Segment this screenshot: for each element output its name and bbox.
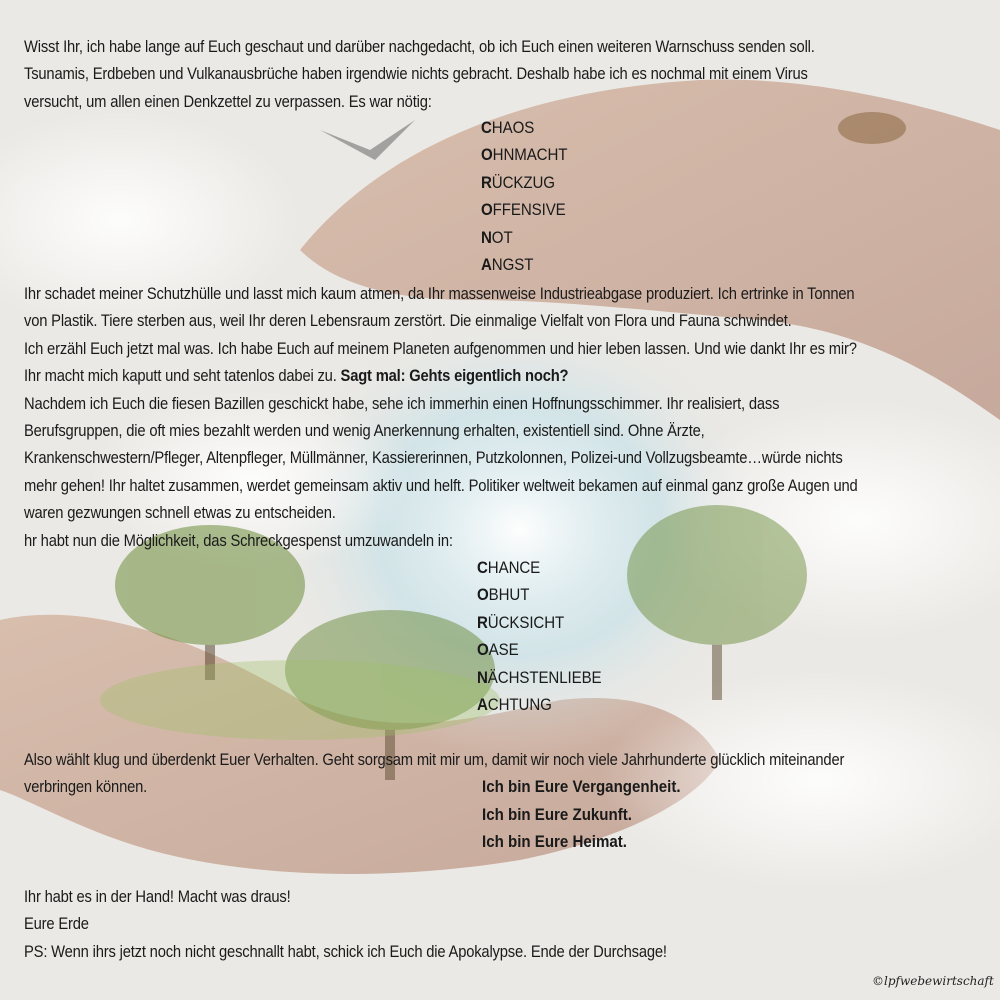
acronym-item: RÜCKZUG <box>481 173 555 192</box>
acronym-item: NÄCHSTENLIEBE <box>477 668 602 687</box>
text-line: Ihr macht mich kaputt und seht tatenlos dabei zu. Sagt mal: Gehts eigentlich noch? <box>24 367 569 386</box>
text-line: mehr gehen! Ihr haltet zusammen, werdet gemeinsam aktiv und helft. Politiker weltweit bekamen auf einmal ganz große Augen und <box>24 476 858 495</box>
emphasis-question: Sagt mal: Gehts eigentlich noch? <box>340 367 569 386</box>
text-line: Nachdem ich Euch die fiesen Bazillen geschickt habe, sehe ich immerhin einen Hoffnungsschimmer. Ihr realisiert, dass <box>24 394 780 413</box>
acronym-corona-positive <box>477 555 602 719</box>
acronym-item: OFFENSIVE <box>481 201 566 220</box>
text-line: verbringen können. <box>24 778 148 797</box>
statement-line: Ich bin Eure Zukunft. <box>482 805 632 824</box>
statement-line: Ich bin Eure Heimat. <box>482 833 627 852</box>
text-line: Krankenschwestern/Pfleger, Altenpfleger, Müllmänner, Kassiererinnen, Putzkolonnen, Polizei-und Vollzugsbeamte…würde nichts <box>24 449 843 468</box>
acronym-item: CHAOS <box>481 119 535 137</box>
signature-line: Eure Erde <box>24 915 89 934</box>
acronym-item: RÜCKSICHT <box>477 613 565 632</box>
text-line: versucht, um allen einen Denkzettel zu verpassen. Es war nötig: <box>24 92 432 111</box>
text-line: Ihr schadet meiner Schutzhülle und lasst mich kaum atmen, da Ihr massenweise Industrieabgase produziert. Ich ertrinke in Tonnen <box>24 285 855 303</box>
postscript-line: PS: Wenn ihrs jetzt noch nicht geschnallt habt, schick ich Euch die Apokalypse. Ende der Durchsage! <box>24 942 667 961</box>
acronym-item: NOT <box>481 228 513 247</box>
acronym-item: ANGST <box>481 256 534 275</box>
text-line: Tsunamis, Erdbeben und Vulkanausbrüche haben irgendwie nichts gebracht. Deshalb habe ich es nochmal mit einem Virus <box>24 65 808 84</box>
acronym-item: OHNMACHT <box>481 146 568 165</box>
acronym-corona-negative <box>481 115 567 279</box>
statement-line: Ich bin Eure Vergangenheit. <box>482 778 681 796</box>
copyright-mark: ©lpfwebewirtschaft <box>872 974 994 988</box>
closing-paragraph <box>24 747 884 802</box>
middle-paragraph <box>24 281 884 555</box>
acronym-item: OASE <box>477 641 519 660</box>
text-line: von Plastik. Tiere sterben aus, weil Ihr deren Lebensraum zerstört. Die einmalige Vielfalt von Flora und Fauna schwindet. <box>24 312 792 331</box>
text-line: hr habt nun die Möglichkeit, das Schreckgespenst umzuwandeln in: <box>24 531 453 550</box>
ending-paragraph <box>24 884 884 966</box>
text-line: Berufsgruppen, die oft mies bezahlt werden und wenig Anerkennung erhalten, existentiell sind. Ohne Ärzte, <box>24 422 705 441</box>
acronym-item: ACHTUNG <box>477 696 552 715</box>
intro-paragraph <box>24 34 884 116</box>
text-line: Wisst Ihr, ich habe lange auf Euch geschaut und darüber nachgedacht, ob ich Euch einen weiteren Warnschuss senden soll. <box>24 38 815 56</box>
text-line: waren gezwungen schnell etwas zu entscheiden. <box>24 504 336 523</box>
acronym-item: CHANCE <box>477 559 541 577</box>
earth-statements <box>482 774 681 857</box>
text-line: Also wählt klug und überdenkt Euer Verhalten. Geht sorgsam mit mir um, damit wir noch viele Jahrhunderte glücklich miteinander <box>24 751 845 769</box>
text-line: Ihr habt es in der Hand! Macht was draus! <box>24 888 291 906</box>
text-line: Ich erzähl Euch jetzt mal was. Ich habe Euch auf meinem Planeten aufgenommen und hier leben lassen. Und wie dankt Ihr es mir? <box>24 339 857 358</box>
acronym-item: OBHUT <box>477 586 530 605</box>
